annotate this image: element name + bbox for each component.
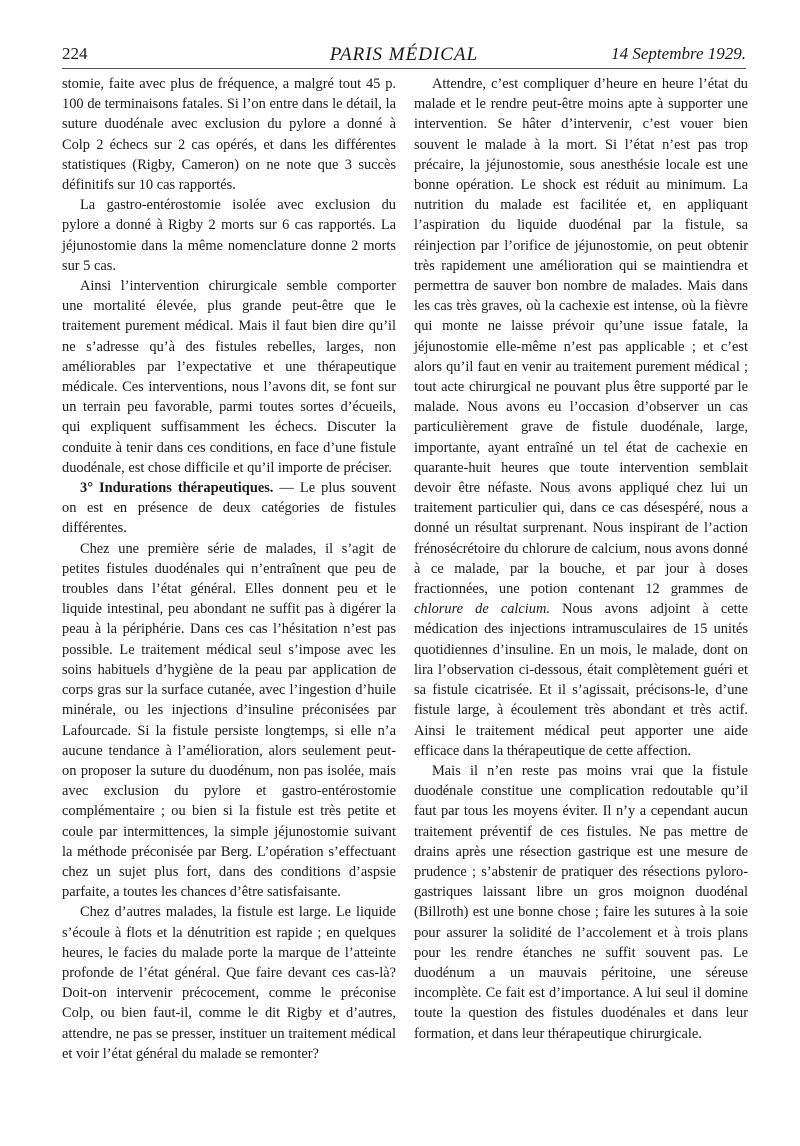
paragraph-text-end: Nous avons adjoint à cette médication des injections intramusculaires de 15 unités quotidiennes d’insuline. En un mois, le malade, dont on lira l’observation ci-dessous, était complètement guéri et sa fistule cicatrisée. Et il s’agissait, précisons-le, d’une fistule large, à écoulement très abondant et très actif. Ainsi le traitement médical peut apporter une aide efficace dans la thérapeutique de cette affection. [414,601,748,759]
page-number: 224 [62,44,88,63]
journal-title: PARIS MÉDICAL [329,44,479,65]
paragraph: Mais il n’en reste pas moins vrai que la fistule duodénale constitue une complication redoutable qu’il faut par tous les moyens éviter. Il n’y a cependant aucun traitement préventif de ces fistules. Ne pas mettre de drains après une résection gastrique est une mesure de prudence ; s’abstenir de pratiquer des résections pyloro-gastriques laissant libre un gros moignon duodénal (Billroth) est une bonne chose ; faire les sutures à la soie pour assurer la solidité de l’accolement et à trois plans pour les rendre étanches ne suffit souvent pas. Le duodénum a un mauvais péritoine, une séreuse incomplète. Ce fait est d’importance. A lui seul il domine toute la question des fistules duodénales et dans leur formation, et dans leur thérapeutique chirurgicale. [414,762,748,1042]
paragraph: Chez d’autres malades, la fistule est large. Le liquide s’écoule à flots et la dénutrition est rapide ; en quelques heures, le facies du malade porte la marque de l’atteinte profonde de l’état général. Que faire devant ces cas-là? Doit-on intervenir précocement, comme le préconise Colp, ou bien faut-il, comme le dit Rigby et d’autres, attendre, ne pas se presser, instituer un traitement médical et voir l’état général du malade se remonter? [62,904,396,1062]
paragraph [62,478,396,539]
issue-date: 14 Septembre 1929. [611,44,746,63]
italic-term: chlorure de calcium. [414,601,550,618]
section-heading-text: — Le plus souvent on est en présence de deux catégories de fistules différentes. [62,480,396,537]
running-header [62,44,746,69]
paragraph: La gastro-entérostomie isolée avec exclusion du pylore a donné à Rigby 2 morts sur 6 cas rapportés. La jéjunostomie dans la même nomenclature donne 2 morts sur 5 cas. [62,197,396,274]
left-column [62,74,396,1064]
paragraph: Chez une première série de malades, il s’agit de petites fistules duodénales qui n’entraînent que peu de troubles dans l’état général. Elles donnent peu et le liquide intestinal, peu abondant ne suffit pas à digérer la peau à la périphérie. Dans ces cas l’hésitation n’est pas possible. Le traitement médical seul s’impose avec les soins habituels d’hygiène de la peau par application de corps gras sur la surface cutanée, avec l’ingestion d’huile minérale, ou les injections d’insuline préconisées par Lafourcade. Si la fistule persiste longtemps, si elle n’a aucune tendance à l’amélioration, alors seulement peut-on proposer la suture du duodénum, non pas isolée, mais avec exclusion du pylore et gastro-entérostomie complémentaire ; ou bien si la fistule est très petite et coule par intermittences, la simple jéjunostomie suivant la méthode préconisée par Berg. L’opération s’effectuant chez un sujet plus fort, dans des conditions d’aspsie parfaite, a toutes les chances d’être satisfaisante. [62,540,396,901]
paragraph: Ainsi l’intervention chirurgicale semble comporter une mortalité élevée, plus grande peut-être que le traitement purement médical. Mais il faut bien dire qu’il ne s’adresse qu’à des fistules rebelles, larges, non améliorables par l’expectative et une thérapeutique médicale. Ces interventions, nous l’avons dit, se font sur un terrain peu favorable, parmi toutes sortes d’écueils, qui expliquent suffisamment les échecs. Discuter la conduite à tenir dans ces conditions, en face d’une fistule duodénale, est chose difficile et qu’il importe de préciser. [62,278,396,476]
paragraph: stomie, faite avec plus de fréquence, a malgré tout 45 p. 100 de terminaisons fatales. Si l’on entre dans le détail, la suture duodénale avec exclusion du pylore a donné à Colp 2 échecs sur 2 cas opérés, et dans les différentes statistiques (Rigby, Cameron) on ne note que 3 succès définitifs sur 10 cas rapportés. [62,76,396,194]
paragraph [414,74,748,761]
right-column [414,74,748,1044]
section-heading: 3° Indurations thérapeutiques. [80,480,274,497]
paragraph-text: Attendre, c’est compliquer d’heure en heure l’état du malade et le rendre peut-être moins apte à supporter une intervention. Se hâter d’intervenir, c’est vouer bien souvent le malade à la mort. Si l’état n’est pas trop précaire, la jéjunostomie, sous anesthésie locale est une bonne opération. Le shock est réduit au minimum. La nutrition du malade est facilitée et, en appliquant l’aspiration du liquide duodénal par la fistule, sa réinjection par l’orifice de jéjunostomie, on peut obtenir très rapidement une amélioration qui se maintiendra et permettra de sauver bon nombre de malades. Mais dans les cas très graves, où la cachexie est intense, où la fièvre qui monte ne laisse prévoir qu’une issue fatale, la jéjunostomie elle-même n’est pas applicable ; et c’est alors qu’il faut en venir au traitement purement médical ; tout acte chirurgical ne pouvant plus être supporté par le malade. Nous avons eu l’occasion d’observer un cas particulièrement grave de fistule duodénale, large, importante, ayant entraîné un tel état de cachexie en quarante-huit heures que toute intervention semblait devoir être néfaste. Nous avons appliqué chez lui un traitement particulier qui, dans ce cas désespéré, nous a donné un résultat surprenant. Nous inspirant de l’action frénosécrétoire du chlorure de calcium, nous avons donné à ce malade, par la bouche, et par jour à doses fractionnées, une potion contenant 12 grammes de [414,76,748,598]
